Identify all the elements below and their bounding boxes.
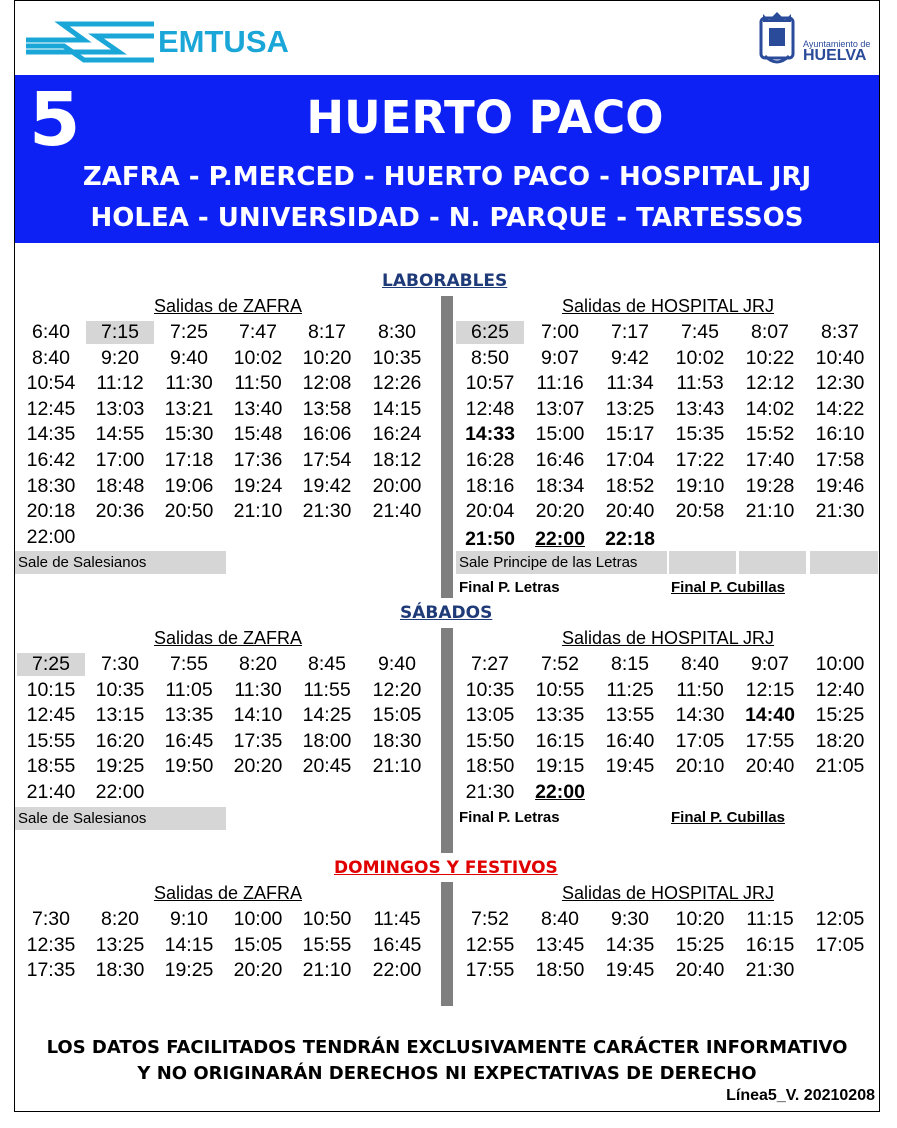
time-cell: 7:00 [541, 321, 579, 343]
time-cell: 12:40 [815, 679, 865, 701]
time-cell: 8:45 [308, 653, 346, 675]
time-cell: 17:58 [815, 449, 865, 471]
time-cell: 19:24 [233, 475, 283, 497]
time-cell: 19:25 [164, 959, 214, 981]
time-cell: 20:04 [465, 500, 515, 522]
time-cell: 16:28 [465, 449, 515, 471]
time-cell: 12:35 [26, 934, 76, 956]
time-cell: 16:15 [745, 934, 795, 956]
time-cell: 13:55 [605, 704, 655, 726]
time-cell: 16:10 [815, 423, 865, 445]
time-cell: 18:30 [26, 475, 76, 497]
time-cell: 21:40 [26, 781, 76, 803]
time-cell: 18:55 [26, 755, 76, 777]
time-cell: 7:52 [541, 653, 579, 675]
time-cell: 17:36 [233, 449, 283, 471]
time-cell: 12:55 [465, 934, 515, 956]
final-p-cubillas: Final P. Cubillas [671, 809, 785, 826]
time-cell: 8:30 [378, 321, 416, 343]
time-cell: 8:40 [681, 653, 719, 675]
time-cell: 12:20 [372, 679, 422, 701]
time-cell: 21:10 [745, 500, 795, 522]
time-cell: 8:40 [541, 908, 579, 930]
time-cell: 21:30 [815, 500, 865, 522]
time-cell: 13:03 [95, 398, 145, 420]
section-title-laborables: LABORABLES [382, 271, 508, 291]
time-cell: 19:28 [745, 475, 795, 497]
time-cell: 7:17 [611, 321, 649, 343]
time-cell: 7:25 [17, 653, 85, 676]
laborables-right-title: Salidas de HOSPITAL JRJ [561, 296, 775, 316]
time-cell: 13:45 [535, 934, 585, 956]
time-cell: 11:16 [536, 372, 584, 394]
note-bar-blank [810, 551, 878, 574]
time-cell: 20:50 [164, 500, 214, 522]
time-cell: 14:35 [605, 934, 655, 956]
time-cell: 7:45 [681, 321, 719, 343]
time-cell: 19:45 [605, 755, 655, 777]
time-cell: 14:55 [95, 423, 145, 445]
time-cell: 11:25 [606, 679, 654, 701]
time-cell: 20:20 [233, 755, 283, 777]
time-cell: 15:50 [465, 730, 515, 752]
emtusa-logo-icon [24, 18, 159, 64]
column-divider [441, 628, 453, 853]
note-salesianos: Sale de Salesianos [15, 807, 226, 830]
time-cell: 20:10 [675, 755, 725, 777]
time-cell: 12:26 [372, 372, 422, 394]
time-cell: 13:58 [302, 398, 352, 420]
time-cell: 18:20 [815, 730, 865, 752]
time-cell: 21:30 [745, 959, 795, 981]
time-cell: 20:18 [26, 500, 76, 522]
time-cell: 14:02 [745, 398, 795, 420]
time-cell: 12:08 [302, 372, 352, 394]
time-cell: 21:10 [302, 959, 352, 981]
time-cell: 18:12 [372, 449, 422, 471]
time-cell: 22:00 [372, 959, 422, 981]
time-cell: 18:50 [535, 959, 585, 981]
time-cell: 18:30 [372, 730, 422, 752]
time-cell: 9:30 [611, 908, 649, 930]
time-cell: 11:30 [165, 372, 213, 394]
time-cell: 7:25 [170, 321, 208, 343]
time-cell: 17:04 [605, 449, 655, 471]
time-cell: 15:25 [675, 934, 725, 956]
time-cell: 17:55 [465, 959, 515, 981]
route-banner [15, 75, 879, 243]
time-cell: 16:45 [164, 730, 214, 752]
time-cell: 15:25 [815, 704, 865, 726]
time-cell: 17:18 [164, 449, 214, 471]
time-cell: 11:55 [303, 679, 351, 701]
time-cell: 8:40 [32, 347, 70, 369]
time-cell: 7:30 [101, 653, 139, 675]
time-cell: 18:16 [465, 475, 515, 497]
time-cell: 22:00 [26, 526, 76, 548]
time-cell: 8:17 [308, 321, 346, 343]
time-cell: 17:55 [745, 730, 795, 752]
time-cell: 6:40 [32, 321, 70, 343]
time-cell: 14:35 [26, 423, 76, 445]
time-cell: 6:25 [456, 321, 524, 344]
time-cell: 10:00 [233, 908, 283, 930]
time-cell: 14:15 [372, 398, 422, 420]
time-cell: 10:55 [535, 679, 585, 701]
time-cell: 16:15 [535, 730, 585, 752]
time-cell: 20:20 [535, 500, 585, 522]
time-cell: 13:35 [535, 704, 585, 726]
time-cell: 12:30 [815, 372, 865, 394]
time-cell: 16:06 [302, 423, 352, 445]
time-cell: 7:30 [32, 908, 70, 930]
time-cell: 16:46 [535, 449, 585, 471]
time-cell: 16:42 [26, 449, 76, 471]
time-cell: 18:00 [302, 730, 352, 752]
time-cell: 8:37 [821, 321, 859, 343]
time-cell: 11:15 [746, 908, 794, 930]
time-cell: 10:57 [465, 372, 515, 394]
note-bar-blank [669, 551, 736, 574]
time-cell: 13:35 [164, 704, 214, 726]
time-cell: 19:15 [535, 755, 585, 777]
time-cell: 18:48 [95, 475, 145, 497]
time-cell: 7:47 [239, 321, 277, 343]
time-cell: 12:05 [815, 908, 865, 930]
time-cell: 20:40 [675, 959, 725, 981]
time-cell: 12:45 [26, 398, 76, 420]
time-cell: 11:34 [606, 372, 654, 394]
time-cell: 20:20 [233, 959, 283, 981]
time-cell: 17:00 [95, 449, 145, 471]
time-cell: 15:17 [605, 423, 655, 445]
time-cell: 12:15 [745, 679, 795, 701]
time-cell: 20:36 [95, 500, 145, 522]
time-cell: 18:30 [95, 959, 145, 981]
section-title-sabados: SÁBADOS [400, 603, 493, 623]
time-cell: 10:50 [302, 908, 352, 930]
sabados-right-title: Salidas de HOSPITAL JRJ [561, 628, 775, 648]
time-cell: 7:55 [170, 653, 208, 675]
time-cell: 18:50 [465, 755, 515, 777]
line-number: 5 [29, 77, 81, 163]
time-cell: 16:40 [605, 730, 655, 752]
time-cell: 11:05 [165, 679, 213, 701]
time-cell: 13:25 [605, 398, 655, 420]
time-cell: 22:18 [605, 528, 655, 550]
time-cell: 15:55 [302, 934, 352, 956]
time-cell: 11:45 [373, 908, 421, 930]
time-cell: 10:20 [675, 908, 725, 930]
time-cell: 14:10 [233, 704, 283, 726]
time-cell: 10:00 [815, 653, 865, 675]
time-cell: 12:12 [745, 372, 795, 394]
time-cell: 20:40 [605, 500, 655, 522]
domingos-left-title: Salidas de ZAFRA [153, 883, 303, 903]
city-name: HUELVA [803, 47, 867, 64]
time-cell: 21:05 [815, 755, 865, 777]
time-cell: 9:40 [170, 347, 208, 369]
section-title-domingos: DOMINGOS Y FESTIVOS [334, 858, 558, 878]
column-divider [441, 882, 453, 1006]
time-cell: 15:05 [233, 934, 283, 956]
time-cell: 10:35 [372, 347, 422, 369]
time-cell: 10:02 [675, 347, 725, 369]
time-cell: 9:42 [611, 347, 649, 369]
sabados-left-title: Salidas de ZAFRA [153, 628, 303, 648]
time-cell: 20:00 [372, 475, 422, 497]
time-cell: 11:50 [234, 372, 282, 394]
time-cell: 7:15 [86, 321, 154, 344]
time-cell: 18:34 [535, 475, 585, 497]
time-cell: 21:10 [372, 755, 422, 777]
time-cell: 9:20 [101, 347, 139, 369]
final-p-letras: Final P. Letras [459, 809, 560, 826]
time-cell: 14:15 [164, 934, 214, 956]
time-cell: 11:50 [676, 679, 724, 701]
domingos-right-title: Salidas de HOSPITAL JRJ [561, 883, 775, 903]
note-bar-blank [739, 551, 806, 574]
time-cell: 12:48 [465, 398, 515, 420]
time-cell: 22:00 [95, 781, 145, 803]
time-cell: 9:10 [170, 908, 208, 930]
time-cell: 8:20 [239, 653, 277, 675]
time-cell: 19:06 [164, 475, 214, 497]
brand-name: EMTUSA [158, 24, 289, 59]
time-cell: 9:40 [378, 653, 416, 675]
time-cell: 20:45 [302, 755, 352, 777]
time-cell: 8:20 [101, 908, 139, 930]
time-cell: 13:43 [675, 398, 725, 420]
stops-line-2: HOLEA - UNIVERSIDAD - N. PARQUE - TARTESSOS [90, 203, 804, 233]
time-cell: 14:40 [745, 704, 795, 726]
time-cell: 15:48 [233, 423, 283, 445]
time-cell: 15:35 [675, 423, 725, 445]
time-cell: 10:02 [233, 347, 283, 369]
time-cell: 15:05 [372, 704, 422, 726]
time-cell: 9:07 [541, 347, 579, 369]
stops-line-1: ZAFRA - P.MERCED - HUERTO PACO - HOSPITAL JRJ [82, 162, 812, 192]
time-cell: 17:35 [233, 730, 283, 752]
time-cell: 7:52 [471, 908, 509, 930]
time-cell: 13:25 [95, 934, 145, 956]
final-p-letras: Final P. Letras [459, 579, 560, 596]
time-cell: 10:54 [26, 372, 76, 394]
time-cell: 12:45 [26, 704, 76, 726]
disclaimer-line-1: LOS DATOS FACILITADOS TENDRÁN EXCLUSIVAMENTE CARÁCTER INFORMATIVO [46, 1037, 848, 1058]
time-cell: 9:07 [751, 653, 789, 675]
time-cell: 8:07 [751, 321, 789, 343]
time-cell: 10:35 [95, 679, 145, 701]
time-cell: 13:07 [535, 398, 585, 420]
time-cell: 14:33 [465, 423, 515, 445]
huelva-crest-icon [757, 10, 797, 68]
time-cell: 14:25 [302, 704, 352, 726]
version-label: Línea5_V. 20210208 [726, 1087, 875, 1104]
time-cell: 10:40 [815, 347, 865, 369]
time-cell: 16:20 [95, 730, 145, 752]
time-cell: 10:35 [465, 679, 515, 701]
time-cell: 19:46 [815, 475, 865, 497]
time-cell: 14:30 [675, 704, 725, 726]
final-p-cubillas: Final P. Cubillas [671, 579, 785, 596]
time-cell: 10:22 [745, 347, 795, 369]
time-cell: 22:00 [535, 528, 585, 550]
time-cell: 16:24 [372, 423, 422, 445]
column-divider [441, 296, 453, 598]
time-cell: 11:53 [676, 372, 724, 394]
time-cell: 15:55 [26, 730, 76, 752]
time-cell: 15:52 [745, 423, 795, 445]
time-cell: 20:40 [745, 755, 795, 777]
time-cell: 8:15 [611, 653, 649, 675]
time-cell: 13:15 [95, 704, 145, 726]
time-cell: 10:20 [302, 347, 352, 369]
time-cell: 11:30 [234, 679, 282, 701]
time-cell: 15:30 [164, 423, 214, 445]
time-cell: 7:27 [471, 653, 509, 675]
time-cell: 21:50 [465, 528, 515, 550]
time-cell: 22:00 [535, 781, 585, 803]
time-cell: 13:40 [233, 398, 283, 420]
time-cell: 17:35 [26, 959, 76, 981]
time-cell: 17:40 [745, 449, 795, 471]
route-name: HUERTO PACO [306, 91, 664, 144]
time-cell: 17:05 [675, 730, 725, 752]
time-cell: 14:22 [815, 398, 865, 420]
time-cell: 13:05 [465, 704, 515, 726]
time-cell: 13:21 [164, 398, 214, 420]
time-cell: 18:52 [605, 475, 655, 497]
time-cell: 17:05 [815, 934, 865, 956]
note-salesianos: Sale de Salesianos [15, 551, 226, 574]
note-principe-letras: Sale Principe de las Letras [456, 551, 667, 574]
time-cell: 19:42 [302, 475, 352, 497]
time-cell: 11:12 [96, 372, 144, 394]
time-cell: 15:00 [535, 423, 585, 445]
city-caption: Ayuntamiento de [803, 39, 871, 49]
time-cell: 19:25 [95, 755, 145, 777]
time-cell: 19:10 [675, 475, 725, 497]
time-cell: 16:45 [372, 934, 422, 956]
time-cell: 20:58 [675, 500, 725, 522]
time-cell: 21:30 [302, 500, 352, 522]
time-cell: 17:54 [302, 449, 352, 471]
time-cell: 21:10 [233, 500, 283, 522]
time-cell: 19:50 [164, 755, 214, 777]
time-cell: 21:40 [372, 500, 422, 522]
disclaimer-line-2: Y NO ORIGINARÁN DERECHOS NI EXPECTATIVAS DE DERECHO [137, 1063, 757, 1084]
time-cell: 21:30 [465, 781, 515, 803]
time-cell: 17:22 [675, 449, 725, 471]
time-cell: 8:50 [471, 347, 509, 369]
laborables-left-title: Salidas de ZAFRA [153, 296, 303, 316]
time-cell: 10:15 [26, 679, 76, 701]
time-cell: 19:45 [605, 959, 655, 981]
